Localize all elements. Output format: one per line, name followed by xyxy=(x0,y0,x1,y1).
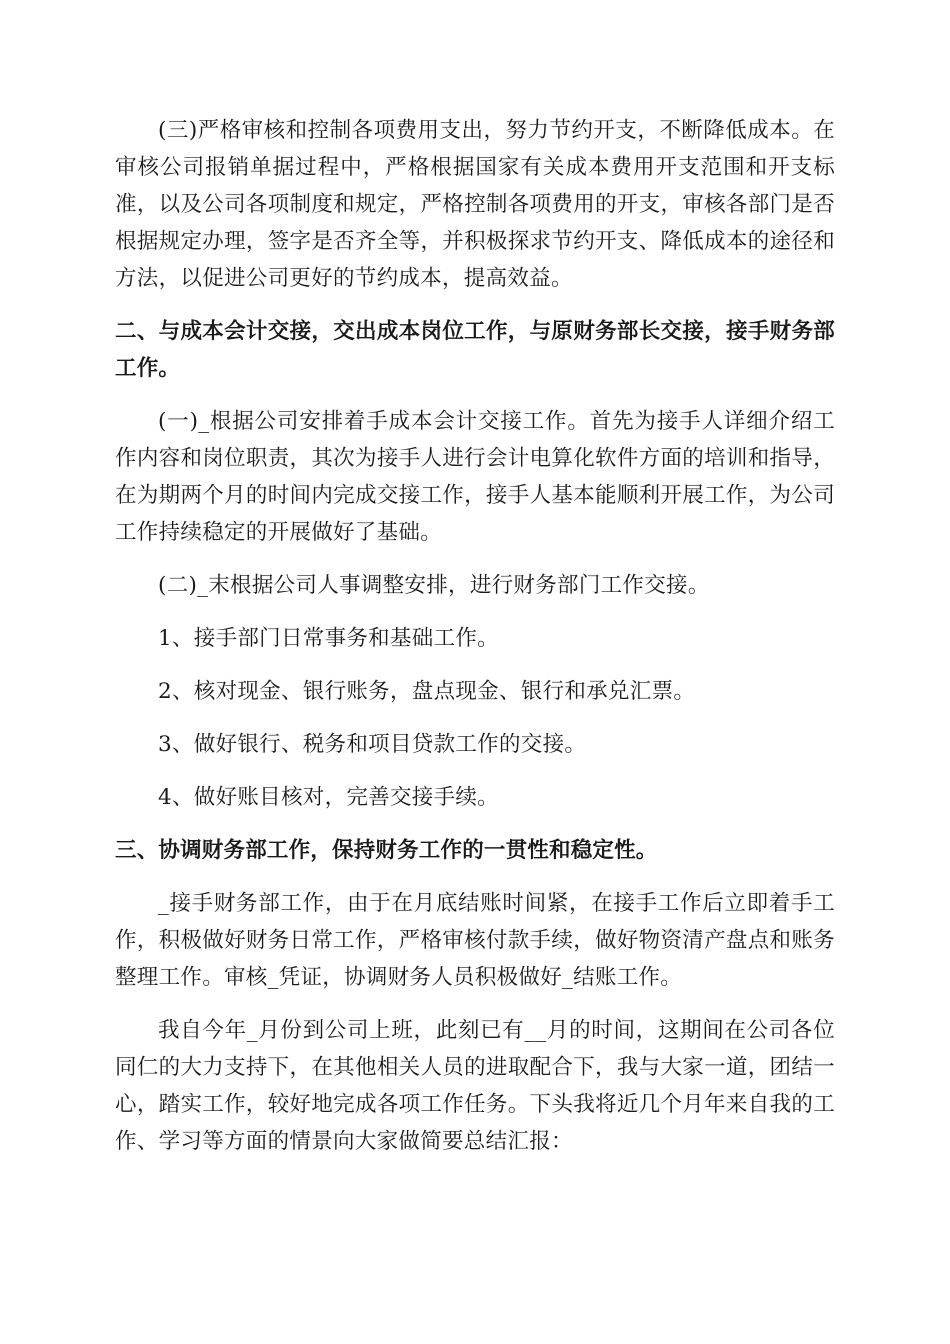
section-heading-2: 二、与成本会计交接，交出成本岗位工作，与原财务部长交接，接手财务部工作。 xyxy=(115,319,835,381)
document-body xyxy=(115,112,835,1176)
list-item: 2、核对现金、银行账务，盘点现金、银行和承兑汇票。 xyxy=(158,679,696,704)
paragraph-coordinate-finance: _接手财务部工作，由于在月底结账时间紧，在接手工作后立即着手工作，积极做好财务日常工作，严格审核付款手续，做好物资清产盘点和账务整理工作。审核_凭证，协调财务人员积极做好_结账工作。 xyxy=(115,891,835,990)
paragraph-cost-control: (三)严格审核和控制各项费用支出，努力节约开支，不断降低成本。在审核公司报销单据过程中，严格根据国家有关成本费用开支范围和开支标准，以及公司各项制度和规定，严格控制各项费用的开支，审核各部门是否根据规定办理，签字是否齐全等，并积极探求节约开支、降低成本的途径和方法，以促进公司更好的节约成本，提高效益。 xyxy=(115,118,835,291)
paragraph-summary-intro: 我自今年_月份到公司上班，此刻已有__月的时间，这期间在公司各位同仁的大力支持下，在其他相关人员的进取配合下，我与大家一道，团结一心，踏实工作，较好地完成各项工作任务。下头我将近几个月年来自我的工作、学习等方面的情景向大家做简要总结汇报： xyxy=(115,1018,835,1154)
section-heading-3: 三、协调财务部工作，保持财务工作的一贯性和稳定性。 xyxy=(115,838,658,863)
list-item: 4、做好账目核对，完善交接手续。 xyxy=(158,785,499,810)
list-item: 3、做好银行、税务和项目贷款工作的交接。 xyxy=(158,732,587,757)
paragraph-cost-accounting-handover: (一)_根据公司安排着手成本会计交接工作。首先为接手人详细介绍工作内容和岗位职责，其次为接手人进行会计电算化软件方面的培训和指导，在为期两个月的时间内完成交接工作，接手人基本能顺利开展工作，为公司工作持续稳定的开展做好了基础。 xyxy=(115,409,835,545)
paragraph-finance-handover: (二)_末根据公司人事调整安排，进行财务部门工作交接。 xyxy=(158,573,710,598)
list-item: 1、接手部门日常事务和基础工作。 xyxy=(158,626,499,651)
